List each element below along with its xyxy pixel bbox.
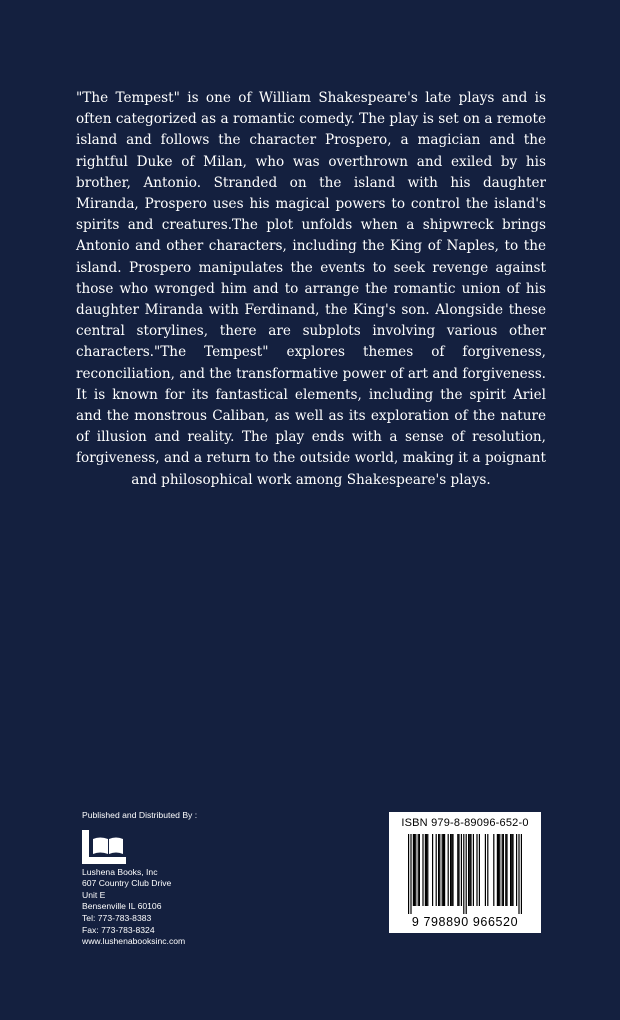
barcode-bar xyxy=(512,834,513,906)
barcode-bar xyxy=(426,834,427,906)
barcode-bar xyxy=(473,834,474,906)
barcode-bar xyxy=(468,834,469,906)
barcode-bar xyxy=(451,834,452,906)
barcode-bar xyxy=(457,834,458,906)
barcode-bar xyxy=(443,834,444,906)
barcode-bar xyxy=(463,834,464,914)
isbn-barcode xyxy=(389,812,541,933)
barcode-bar xyxy=(485,834,486,906)
publisher-website: www.lushenabooksinc.com xyxy=(82,936,186,947)
barcode-bar xyxy=(427,834,428,906)
barcode-bar xyxy=(436,834,437,906)
book-logo-icon xyxy=(82,830,126,864)
barcode-bar xyxy=(442,834,443,906)
barcode-bar xyxy=(413,834,414,906)
barcode-bar xyxy=(439,834,440,906)
barcode-bar xyxy=(415,834,416,906)
isbn-label: ISBN 979-8-89096-652-0 xyxy=(401,817,529,829)
barcode-bar xyxy=(444,834,445,906)
barcode-bar xyxy=(510,834,511,906)
barcode-bar xyxy=(476,834,477,906)
barcode-bar xyxy=(422,834,423,906)
back-cover-blurb: "The Tempest" is one of William Shakespeare's late plays and is often categorized as a romantic comedy. The play is set on a remote island and follows the character Prospero, a magician and the rightful Duke of Milan, who was overthrown and exiled by his brother, Antonio. Stranded on the island with his daughter Miranda, Prospero uses his magical powers to control the island's spirits and creatures.The plot unfolds when a shipwreck brings Antonio and other characters, including the King of Naples, to the island. Prospero manipulates the events to seek revenge against those who wronged him and to arrange the romantic union of his daughter Miranda with Ferdinand, the King's son. Alongside these central storylines, there are subplots involving various other characters."The Tempest" explores themes of forgiveness, reconciliation, and the transformative power of art and forgiveness. It is known for its fantastical elements, including the spirit Ariel and the monstrous Caliban, as well as its exploration of the nature of illusion and reality. The play ends with a sense of resolution, forgiveness, and a return to the outside world, making it a poignant and philosophical work among Shakespeare's plays. xyxy=(76,90,546,488)
barcode-bar xyxy=(503,834,504,906)
barcode-digits: 9 798890 966520 xyxy=(411,915,519,929)
publisher-tel: Tel: 773-783-8383 xyxy=(82,912,152,923)
barcode-bar xyxy=(414,834,415,906)
barcode-bar xyxy=(419,834,420,906)
barcode-bar xyxy=(511,834,512,906)
barcode-bar xyxy=(499,834,500,906)
barcode-bar xyxy=(425,834,426,906)
barcode-bar xyxy=(470,834,471,906)
publisher-street: 607 Country Club Drive xyxy=(82,878,172,889)
barcode-bar xyxy=(502,834,503,906)
barcode-bar xyxy=(493,834,494,906)
publisher-heading: Published and Distributed By : xyxy=(82,810,198,820)
publisher-city: Bensenville IL 60106 xyxy=(82,901,162,912)
publisher-block xyxy=(82,810,282,948)
barcode-bar xyxy=(438,834,439,906)
publisher-unit: Unit E xyxy=(82,889,106,900)
barcode-bar xyxy=(458,834,459,906)
barcode-bar xyxy=(479,834,480,906)
barcode-bar xyxy=(461,834,462,906)
barcode-bar xyxy=(452,834,453,906)
barcode-bar xyxy=(448,834,449,906)
barcode-bar xyxy=(518,834,519,914)
barcode-bar xyxy=(487,834,488,906)
barcode-bar xyxy=(505,834,506,906)
publisher-fax: Fax: 773-783-8324 xyxy=(82,924,155,935)
barcode-bar xyxy=(521,834,522,914)
barcode-bar xyxy=(516,834,517,906)
barcode-bar xyxy=(498,834,499,906)
barcode-bar xyxy=(450,834,451,906)
barcode-bar xyxy=(506,834,507,906)
barcode-bar xyxy=(497,834,498,906)
barcode-bar xyxy=(432,834,433,906)
publisher-name: Lushena Books, Inc xyxy=(82,866,158,877)
barcode-bar xyxy=(410,834,411,914)
barcode-bars xyxy=(402,834,528,916)
barcode-bar xyxy=(418,834,419,906)
barcode-bar xyxy=(466,834,467,914)
barcode-bar xyxy=(408,834,409,914)
barcode-bar xyxy=(469,834,470,906)
